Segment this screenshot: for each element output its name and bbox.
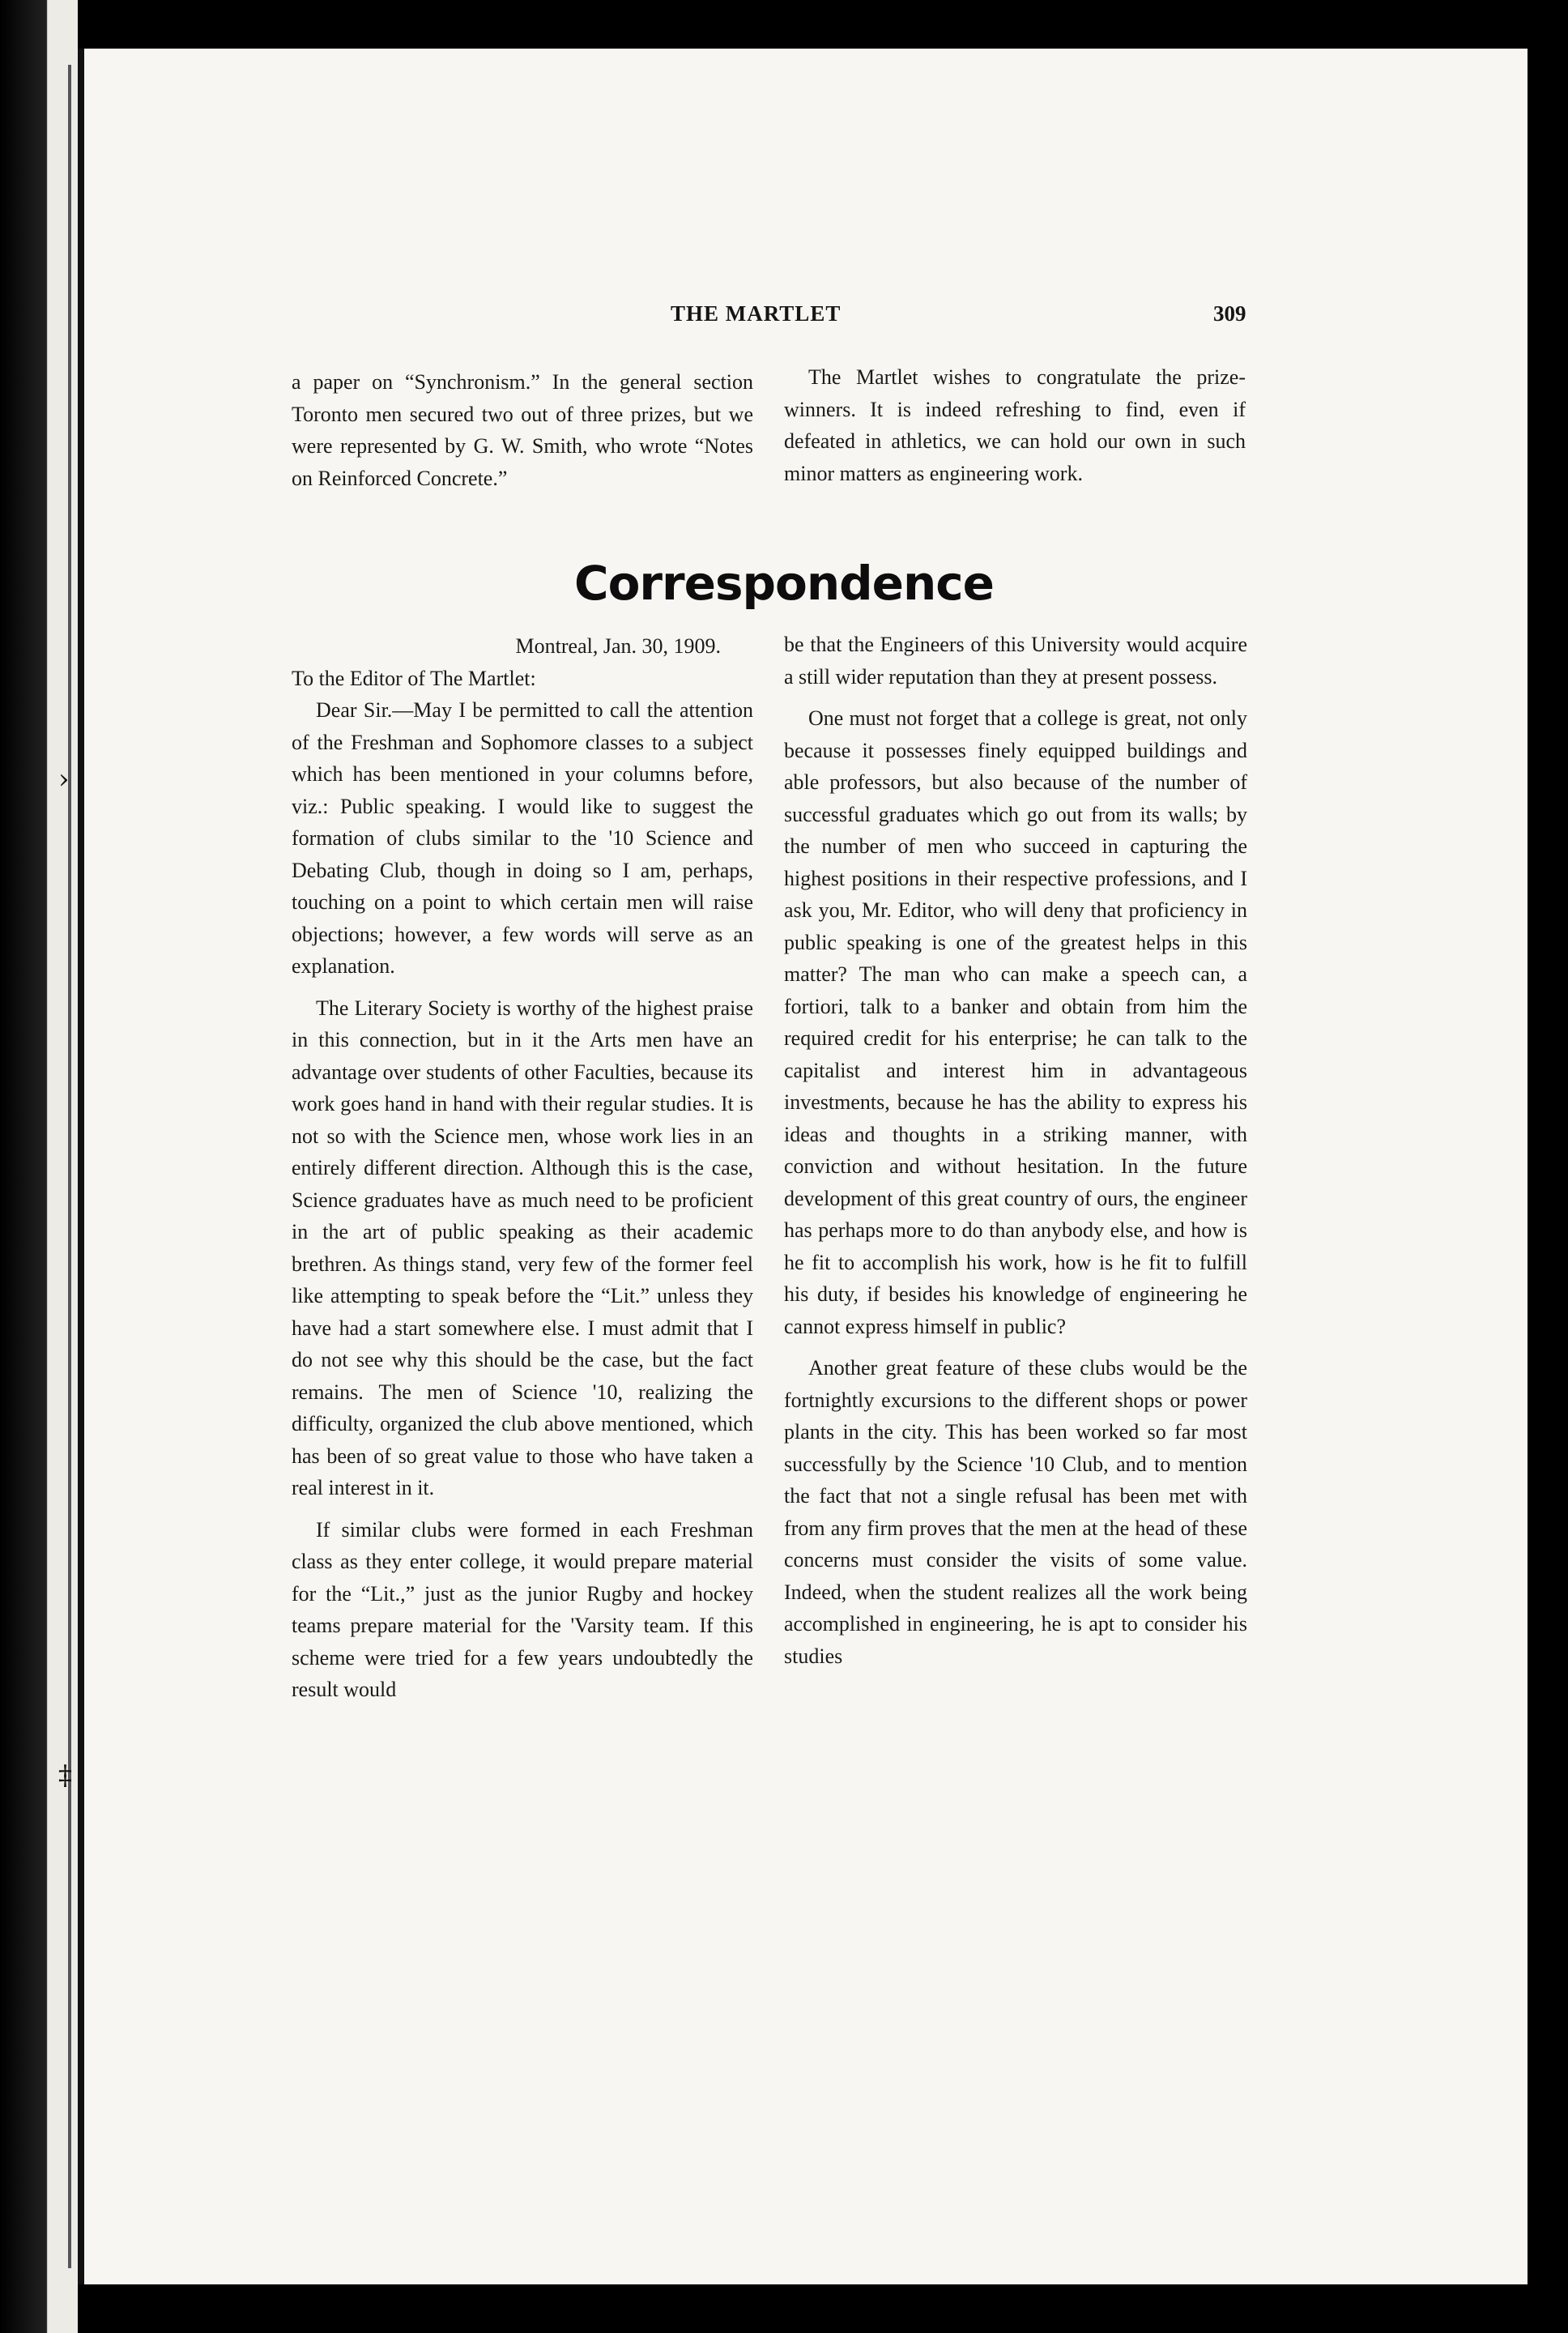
running-head: THE MARTLET [671,301,842,326]
page-header [0,301,1568,334]
top-left-column [292,366,753,494]
binding-shadow [0,0,78,2333]
binding-mark: ‡ [58,1759,72,1792]
letter-paragraph: Another great feature of these clubs would be the fortnightly excursions to the different shops or power plants in the city. This has been worked so far most successfully by the Science '10 Club, and to mention the fact that not a single refusal has been met with from any firm proves that the men at the head of these concerns must consider the visits of some value. Indeed, when the student realizes all the work being accomplished in engineering, he is apt to consider his studies [784,1356,1247,1668]
letter-paragraph: Dear Sir.—May I be permitted to call the attention of the Freshman and Sophomore classes to a subject which has been mentioned in your columns before, viz.: Public speaking. I would like to suggest the formation of clubs similar to the '10 Science and Debating Club, though in doing so I am, perhaps, touching on a point to which certain men will raise objections; however, a few words will serve as an explanation. [292,698,753,978]
letter-left-column [292,630,753,1706]
letter-paragraph: be that the Engineers of this University would acquire a still wider reputation than they at present possess. [784,633,1247,689]
letter-right-column [784,629,1247,1672]
letter-paragraph: The Literary Society is worthy of the highest praise in this connection, but in it the Arts men have an advantage over students of other Faculties, because its work goes hand in hand with their regular studies. It is not so with the Science men, whose work lies in an entirely different direction. Although this is the case, Science graduates have as much need to be proficient in the art of public speaking as their academic brethren. As things stand, very few of the former feel like attempting to speak before the “Lit.” unless they have had a start somewhere else. I must admit that I do not see why this should be the case, but the fact remains. The men of Science '10, realizing the difficulty, organized the club above mentioned, which has been of so great value to those who have taken a real interest in it. [292,996,753,1499]
top-left-paragraph: a paper on “Synchronism.” In the general section Toronto men secured two out of three prizes, but we were represented by G. W. Smith, who wrote “Notes on Reinforced Concrete.” [292,370,753,490]
letter-salutation: To the Editor of The Martlet: [292,666,536,690]
binding-edge [68,65,71,2268]
binding-mark: › [58,763,70,795]
top-right-paragraph: The Martlet wishes to congratulate the prize-winners. It is indeed refreshing to find, even if defeated in athletics, we can hold our own in such minor matters as engineering work. [784,365,1246,485]
letter-paragraph: If similar clubs were formed in each Freshman class as they enter college, it would prepare material for the “Lit.,” just as the junior Rugby and hockey teams prepare material for the 'Varsity team. If this scheme were tried for a few years undoubtedly the result would [292,1517,753,1701]
letter-paragraph: One must not forget that a college is great, not only because it possesses finely equipped buildings and able professors, but also because of the number of successful graduates which go out from its walls; by the number of men who succeed in capturing the highest positions in their respective professions, and I ask you, Mr. Editor, who will deny that proficiency in public speaking is one of the greatest helps in this matter? The man who can make a speech can, a fortiori, talk to a banker and obtain from him the required credit for his enterprise; he can talk to the capitalist and interest him in advantageous investments, because he has the ability to express his ideas and thoughts in a striking manner, with conviction and without hesitation. In the future development of this great country of ours, the engineer has perhaps more to do than anybody else, and how is he fit to accomplish his work, how is he fit to fulfill his duty, if besides his knowledge of engineering he cannot express himself in public? [784,706,1247,1338]
letter-dateline: Montreal, Jan. 30, 1909. [515,634,721,658]
top-right-column [784,361,1246,489]
page-number: 309 [1213,301,1246,326]
section-title: Correspondence [574,556,994,611]
